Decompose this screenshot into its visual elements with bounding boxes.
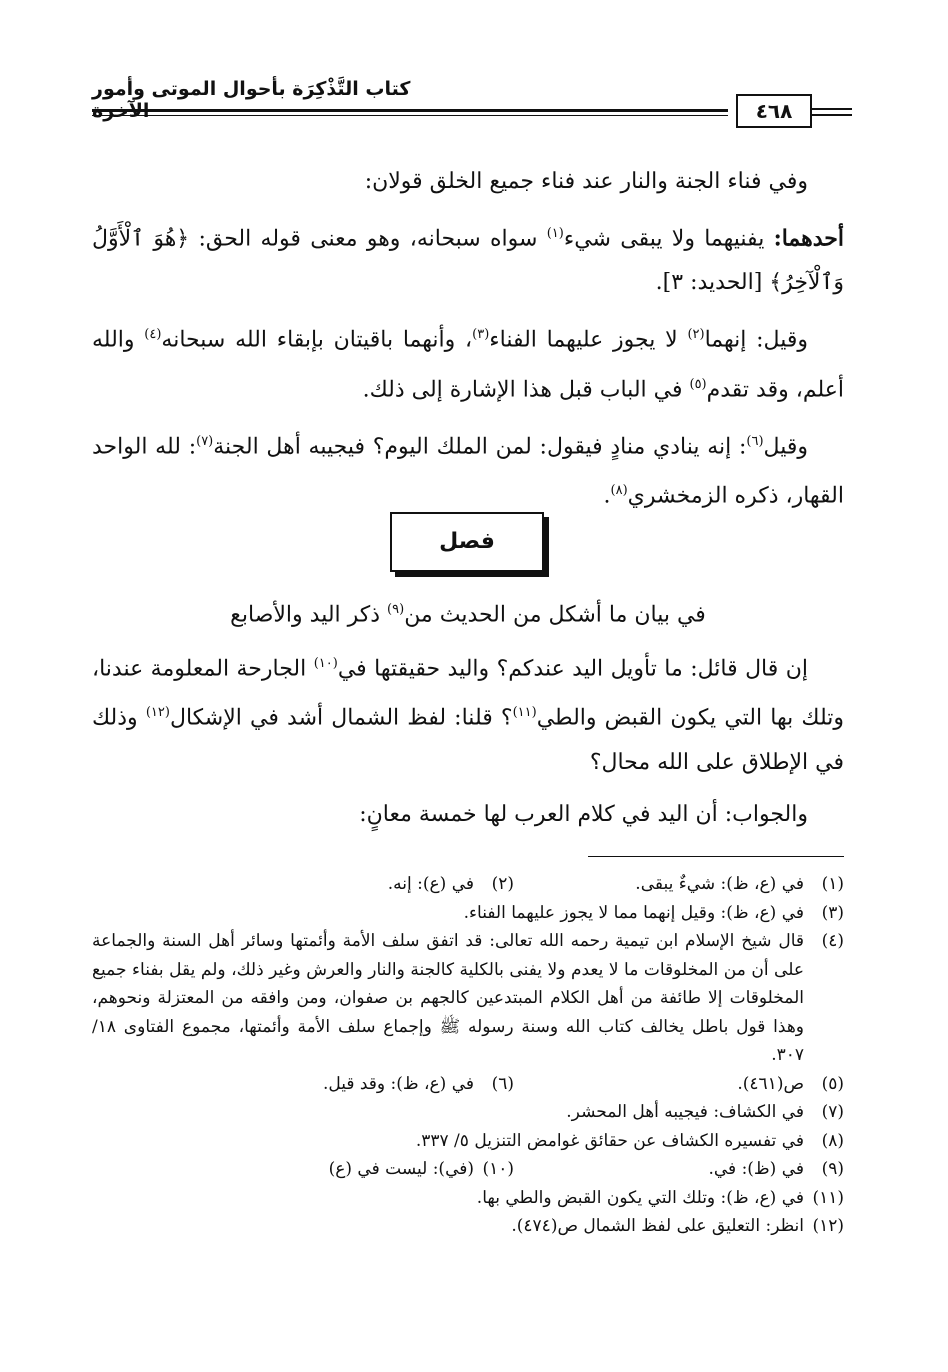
paragraph: وفي فناء الجنة والنار عند فناء جميع الخلق قولان: — [364, 169, 808, 194]
main-text — [92, 160, 844, 527]
footnote-item: (٩) في (ظ): في. (١٠) (في): ليست في (ع) — [328, 1159, 844, 1179]
paragraph: أحدهما: يفنيهما ولا يبقى شيء$^{(١)}$ سواه سبحانه، وهو معنى قوله الحق: ﴿هُوَ ٱلْأَوَّلُ وَٱلْآخِرُ﴾ [الحديد: ٣]. — [92, 225, 844, 296]
footnote-ref: (١٢) — [145, 705, 170, 721]
footnotes — [92, 870, 844, 1241]
footnote-item: (٨) في تفسيره الكشاف عن حقائق غوامض التنزيل ٥/ ٣٣٧. — [415, 1130, 844, 1151]
section-subtitle: في بيان ما أشكل من الحديث من$^{(٩)}$ ذكر اليد والأصابع — [230, 602, 706, 628]
page-header — [92, 72, 852, 132]
footnote-item: (١١) في (ع، ظ): وتلك التي يكون القبض والطي بها. — [476, 1187, 844, 1208]
paragraph: وقيل: إنهما$^{(٢)}$ لا يجوز عليهما الفناء$^{(٣)}$، وأنهما باقيتان بإبقاء الله سبحانه$^{(٤)}$ والله أعلم، وقد تقدم$^{(٥)}$ في الباب قبل هذا الإشارة إلى ذلك. — [92, 327, 844, 402]
paragraph: وقيل$^{(٦)}$: إنه ينادي منادٍ فيقول: لمن الملك اليوم؟ فيجيبه أهل الجنة$^{(٧)}$: لله الواحد القهار، ذكره الزمخشري$^{(٨)}$. — [92, 433, 844, 509]
header-rule-right-thin — [810, 114, 852, 116]
section-text — [92, 642, 844, 845]
footnote-ref: (٢) — [687, 327, 705, 343]
footnote-ref: (٧) — [196, 433, 214, 449]
header-rule-thin — [92, 115, 728, 116]
footnote-ref: (٥) — [689, 376, 707, 392]
footnote-item: (١) في (ع، ظ): شيءٌ يبقى. (٢) في (ع): إنه. — [387, 874, 844, 894]
section-heading-box: فصل — [390, 512, 544, 572]
footnote-ref: (٨) — [610, 483, 628, 499]
footnote-ref: (٩) — [387, 602, 405, 617]
paragraph: إن قال قائل: ما تأويل اليد عندكم؟ واليد حقيقتها في$^{(١٠)}$ الجارحة المعلومة عندنا، وتلك بها التي يكون القبض والطي$^{(١١)}$؟ قلنا: لفظ الشمال أشد في الإشكال$^{(١٢)}$ وذلك في الإطلاق على الله محال؟ — [92, 656, 844, 775]
footnote-ref: (١) — [546, 226, 564, 241]
footnote-ref: (٤) — [144, 327, 162, 343]
page-number: ٤٦٨ — [736, 94, 812, 128]
footnote-ref: (١٠) — [313, 656, 338, 671]
footnote-item: (١٢) انظر: التعليق على لفظ الشمال ص(٤٧٤). — [511, 1216, 844, 1236]
paragraph: والجواب: أن اليد في كلام العرب لها خمسة معانٍ: — [359, 801, 808, 827]
header-rule-right — [810, 108, 852, 110]
footnote-ref: (٦) — [746, 433, 764, 449]
footnote-ref: (٣) — [472, 327, 490, 343]
footnote-item: (٧) في الكشاف: فيجيبه أهل المحشر. — [566, 1102, 844, 1122]
footnote-ref: (١١) — [512, 705, 537, 721]
header-rule — [92, 109, 728, 112]
footnote-item: (٤) قال شيخ الإسلام ابن تيمية رحمه الله تعالى: قد اتفق سلف الأمة وأئمتها وسائر أهل السنة والجماعة على أن من المخلوقات ما لا يعدم ولا يفنى بالكلية كالجنة والنار والعرش وغير ذلك، ولم يقل بفناء جميع المخلوقات إلا طائفة من أهل الكلام المبتدعين كالجهم بن صفوان، ومن وافقه من المعتزلة ونحوهم، وهذا قول باطل يخالف كتاب الله وسنة رسوله ﷺ وإجماع سلف الأمة وأئمتها، مجموع الفتاوى ١٨/ ٣٠٧. — [92, 931, 844, 1065]
footnote-item: (٣) في (ع، ظ): وقيل إنهما مما لا يجوز عليهما الفناء. — [463, 902, 844, 923]
footnote-item: (٥) ص(٤٦١). (٦) في (ع، ظ): وقد قيل. — [322, 1073, 844, 1094]
footnote-separator — [588, 856, 844, 857]
running-title: كتاب التَّذْكِرَة بأحوال الموتى وأمور — [92, 78, 411, 100]
